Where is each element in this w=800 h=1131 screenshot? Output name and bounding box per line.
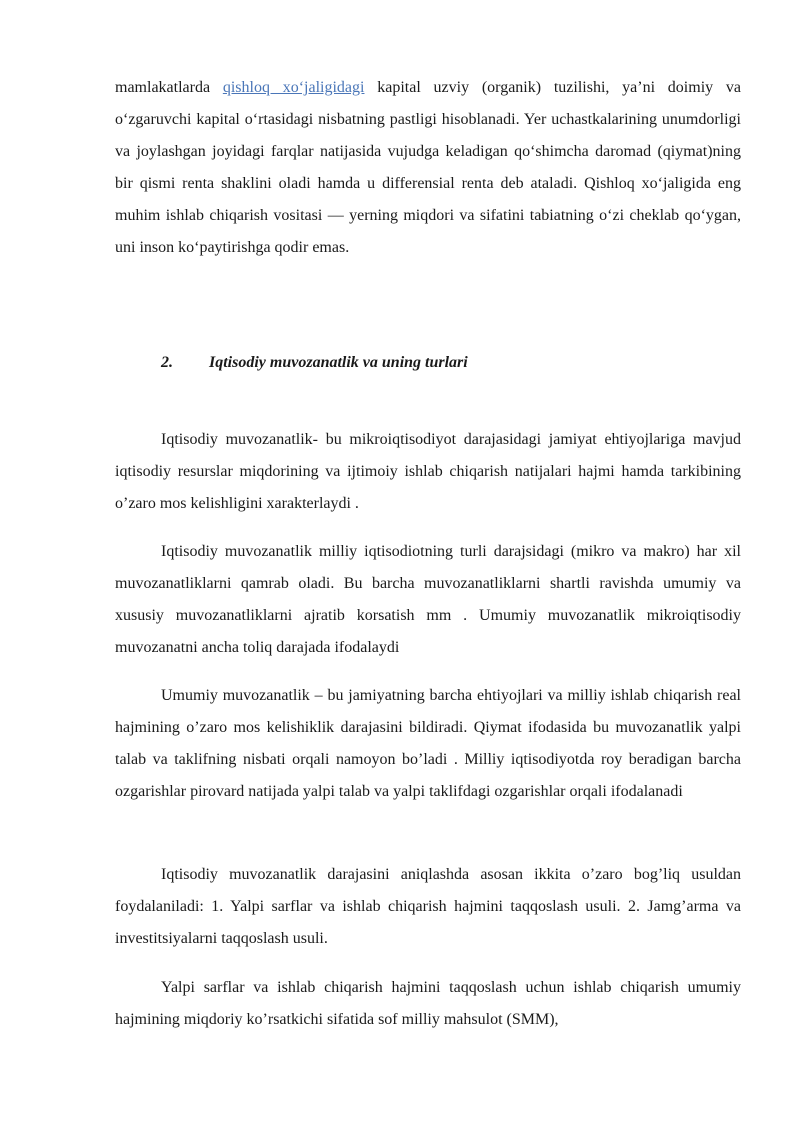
paragraph-text: mamlakatlarda	[115, 79, 223, 96]
paragraph-intro	[115, 72, 741, 264]
paragraph-1: Iqtisodiy muvozanatlik- bu mikroiqtisodiyot darajasidagi jamiyat ehtiyojlariga mavjud iqtisodiy resurslar miqdorining va ijtimoiy ishlab chiqarish natijalari hajmi hamda tarkibining o’zaro mos kelishligini xarakterlaydi .	[115, 431, 741, 512]
qishloq-link[interactable]: qishloq xo‘jaligidagi	[222, 79, 365, 96]
paragraph-2: Iqtisodiy muvozanatlik milliy iqtisodiotning turli darajsidagi (mikro va makro) har xil muvozanatliklarni qamrab oladi. Bu barcha muvozanatliklarni shartli ravishda umumiy va xususiy muvozanatliklarni ajratib korsatish mm . Umumiy muvozanatlik mikroiqtisodiy muvozanatni ancha toliq darajada ifodalaydi	[115, 543, 741, 656]
section-title: Iqtisodiy muvozanatlik va uning turlari	[209, 354, 468, 371]
section-number: 2.	[161, 354, 173, 371]
paragraph-text: kapital uzviy (organik) tuzilishi, ya’ni doimiy va o‘zgaruvchi kapital o‘rtasidagi nisbatning pastligi hisoblanadi. Yer uchastkalarining unumdorligi va joylashgan joyidagi farqlar natijasida vujudga keladigan qo‘shimcha daromad (qiymat)ning bir qismi renta shaklini oladi hamda u differensial renta deb ataladi. Qishloq xo‘jaligida eng muhim ishlab chiqarish vositasi — yerning miqdori va sifatini tabiatning o‘zi cheklab qo‘ygan, uni inson ko‘paytirishga qodir emas.	[115, 79, 741, 256]
section-heading	[161, 347, 468, 379]
paragraph-5: Yalpi sarflar va ishlab chiqarish hajmini taqqoslash uchun ishlab chiqarish umumiy hajmining miqdoriy ko’rsatkichi sifatida sof milliy mahsulot (SMM),	[115, 979, 741, 1028]
paragraph-3: Umumiy muvozanatlik – bu jamiyatning barcha ehtiyojlari va milliy ishlab chiqarish real hajmining o’zaro mos kelishiklik darajasini bildiradi. Qiymat ifodasida bu muvozanatlik yalpi talab va taklifning nisbati orqali namoyon bo’ladi . Milliy iqtisodiyotda roy beradigan barcha ozgarishlar pirovard natijada yalpi talab va yalpi taklifdagi ozgarishlar orqali ifodalanadi	[115, 687, 741, 800]
paragraph-4: Iqtisodiy muvozanatlik darajasini aniqlashda asosan ikkita o’zaro bog’liq usuldan foydalaniladi: 1. Yalpi sarflar va ishlab chiqarish hajmini taqqoslash usuli. 2. Jamg’arma va investitsiyalarni taqqoslash usuli.	[115, 866, 741, 947]
